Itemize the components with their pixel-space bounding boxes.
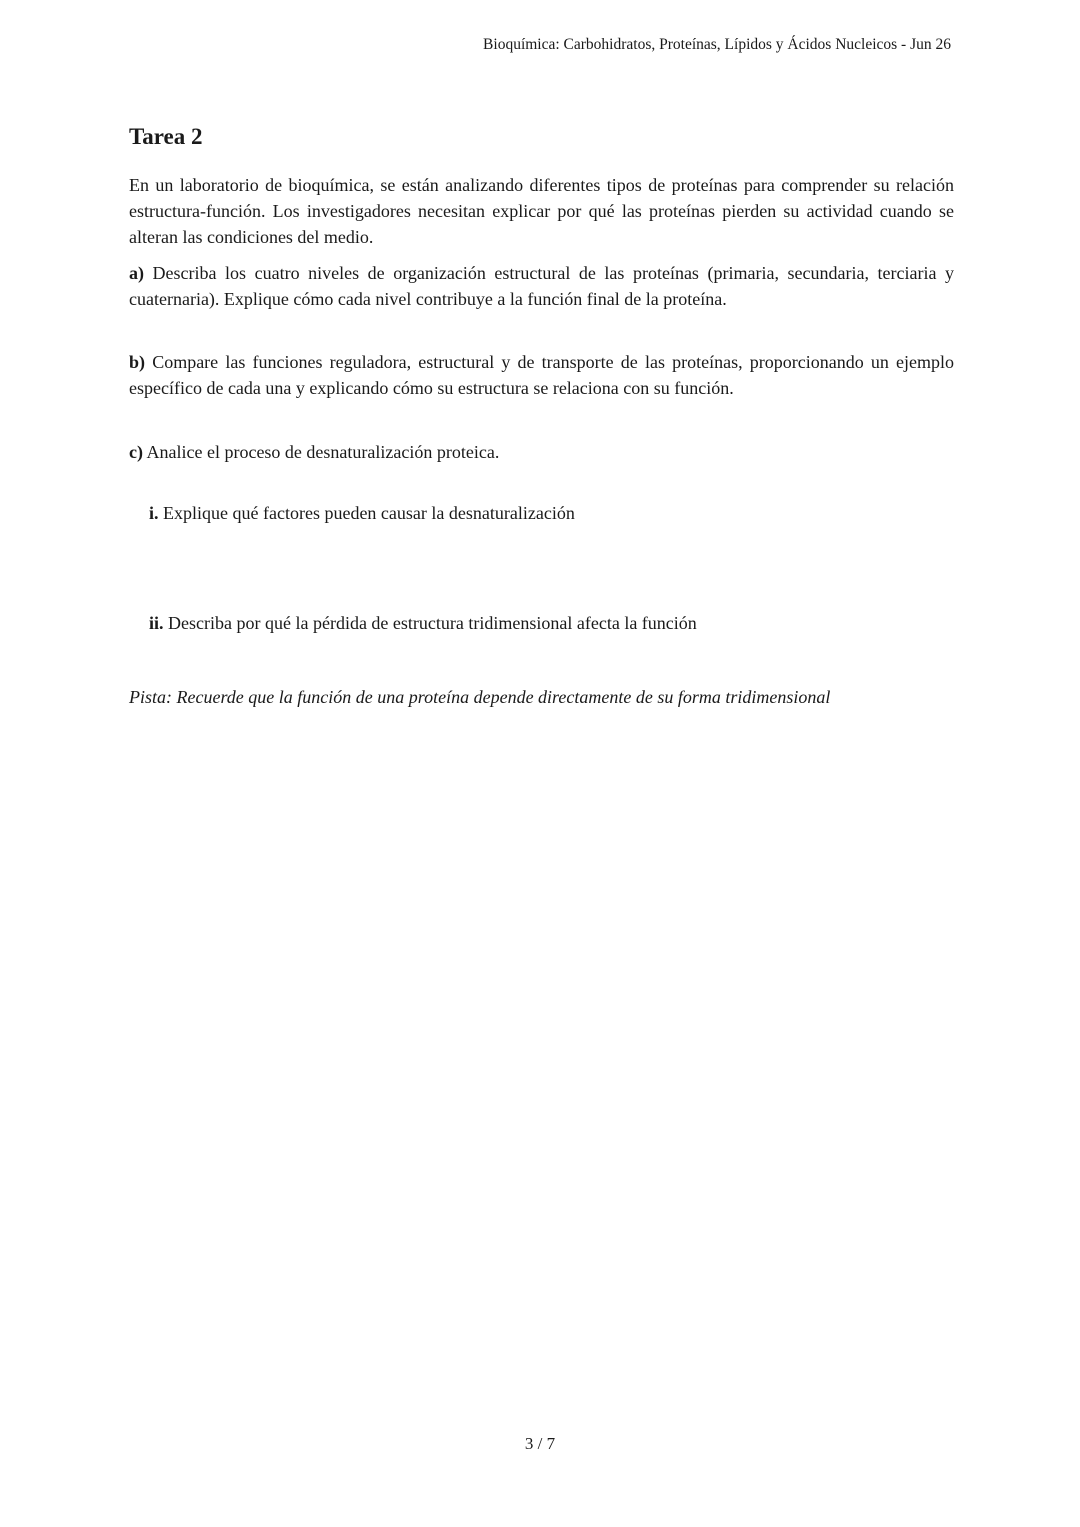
question-a-text: Describa los cuatro niveles de organización estructural de las proteínas (primaria, secundaria, terciaria y cuaternaria). Explique cómo cada nivel contribuye a la función final de la proteína. (129, 263, 954, 309)
question-b-marker: b) (129, 352, 146, 372)
hint-text: Pista: Recuerde que la función de una proteína depende directamente de su forma tridimensional (129, 687, 831, 707)
task-intro: En un laboratorio de bioquímica, se están analizando diferentes tipos de proteínas para comprender su relación estructura-función. Los investigadores necesitan explicar por qué las proteínas pierden su actividad cuando se alteran las condiciones del medio. (129, 175, 954, 247)
question-c-text: Analice el proceso de desnaturalización proteica. (146, 442, 500, 462)
question-c (129, 439, 954, 465)
subquestion-ii-marker: ii. (149, 613, 164, 633)
question-a-marker: a) (129, 263, 144, 283)
running-header: Bioquímica: Carbohidratos, Proteínas, Lípidos y Ácidos Nucleicos - Jun 26 (483, 36, 951, 53)
question-a (129, 260, 954, 312)
page-number: 3 / 7 (524, 1434, 556, 1453)
question-b (129, 349, 954, 401)
task-title: Tarea 2 (129, 124, 203, 149)
subquestion-i (149, 500, 575, 526)
subquestion-ii (149, 610, 697, 636)
subquestion-ii-text: Describa por qué la pérdida de estructura tridimensional afecta la función (168, 613, 697, 633)
subquestion-i-text: Explique qué factores pueden causar la desnaturalización (163, 503, 575, 523)
subquestion-i-marker: i. (149, 503, 159, 523)
question-c-marker: c) (129, 442, 143, 462)
question-b-text: Compare las funciones reguladora, estructural y de transporte de las proteínas, proporcionando un ejemplo específico de cada una y explicando cómo su estructura se relaciona con su función. (129, 352, 955, 398)
